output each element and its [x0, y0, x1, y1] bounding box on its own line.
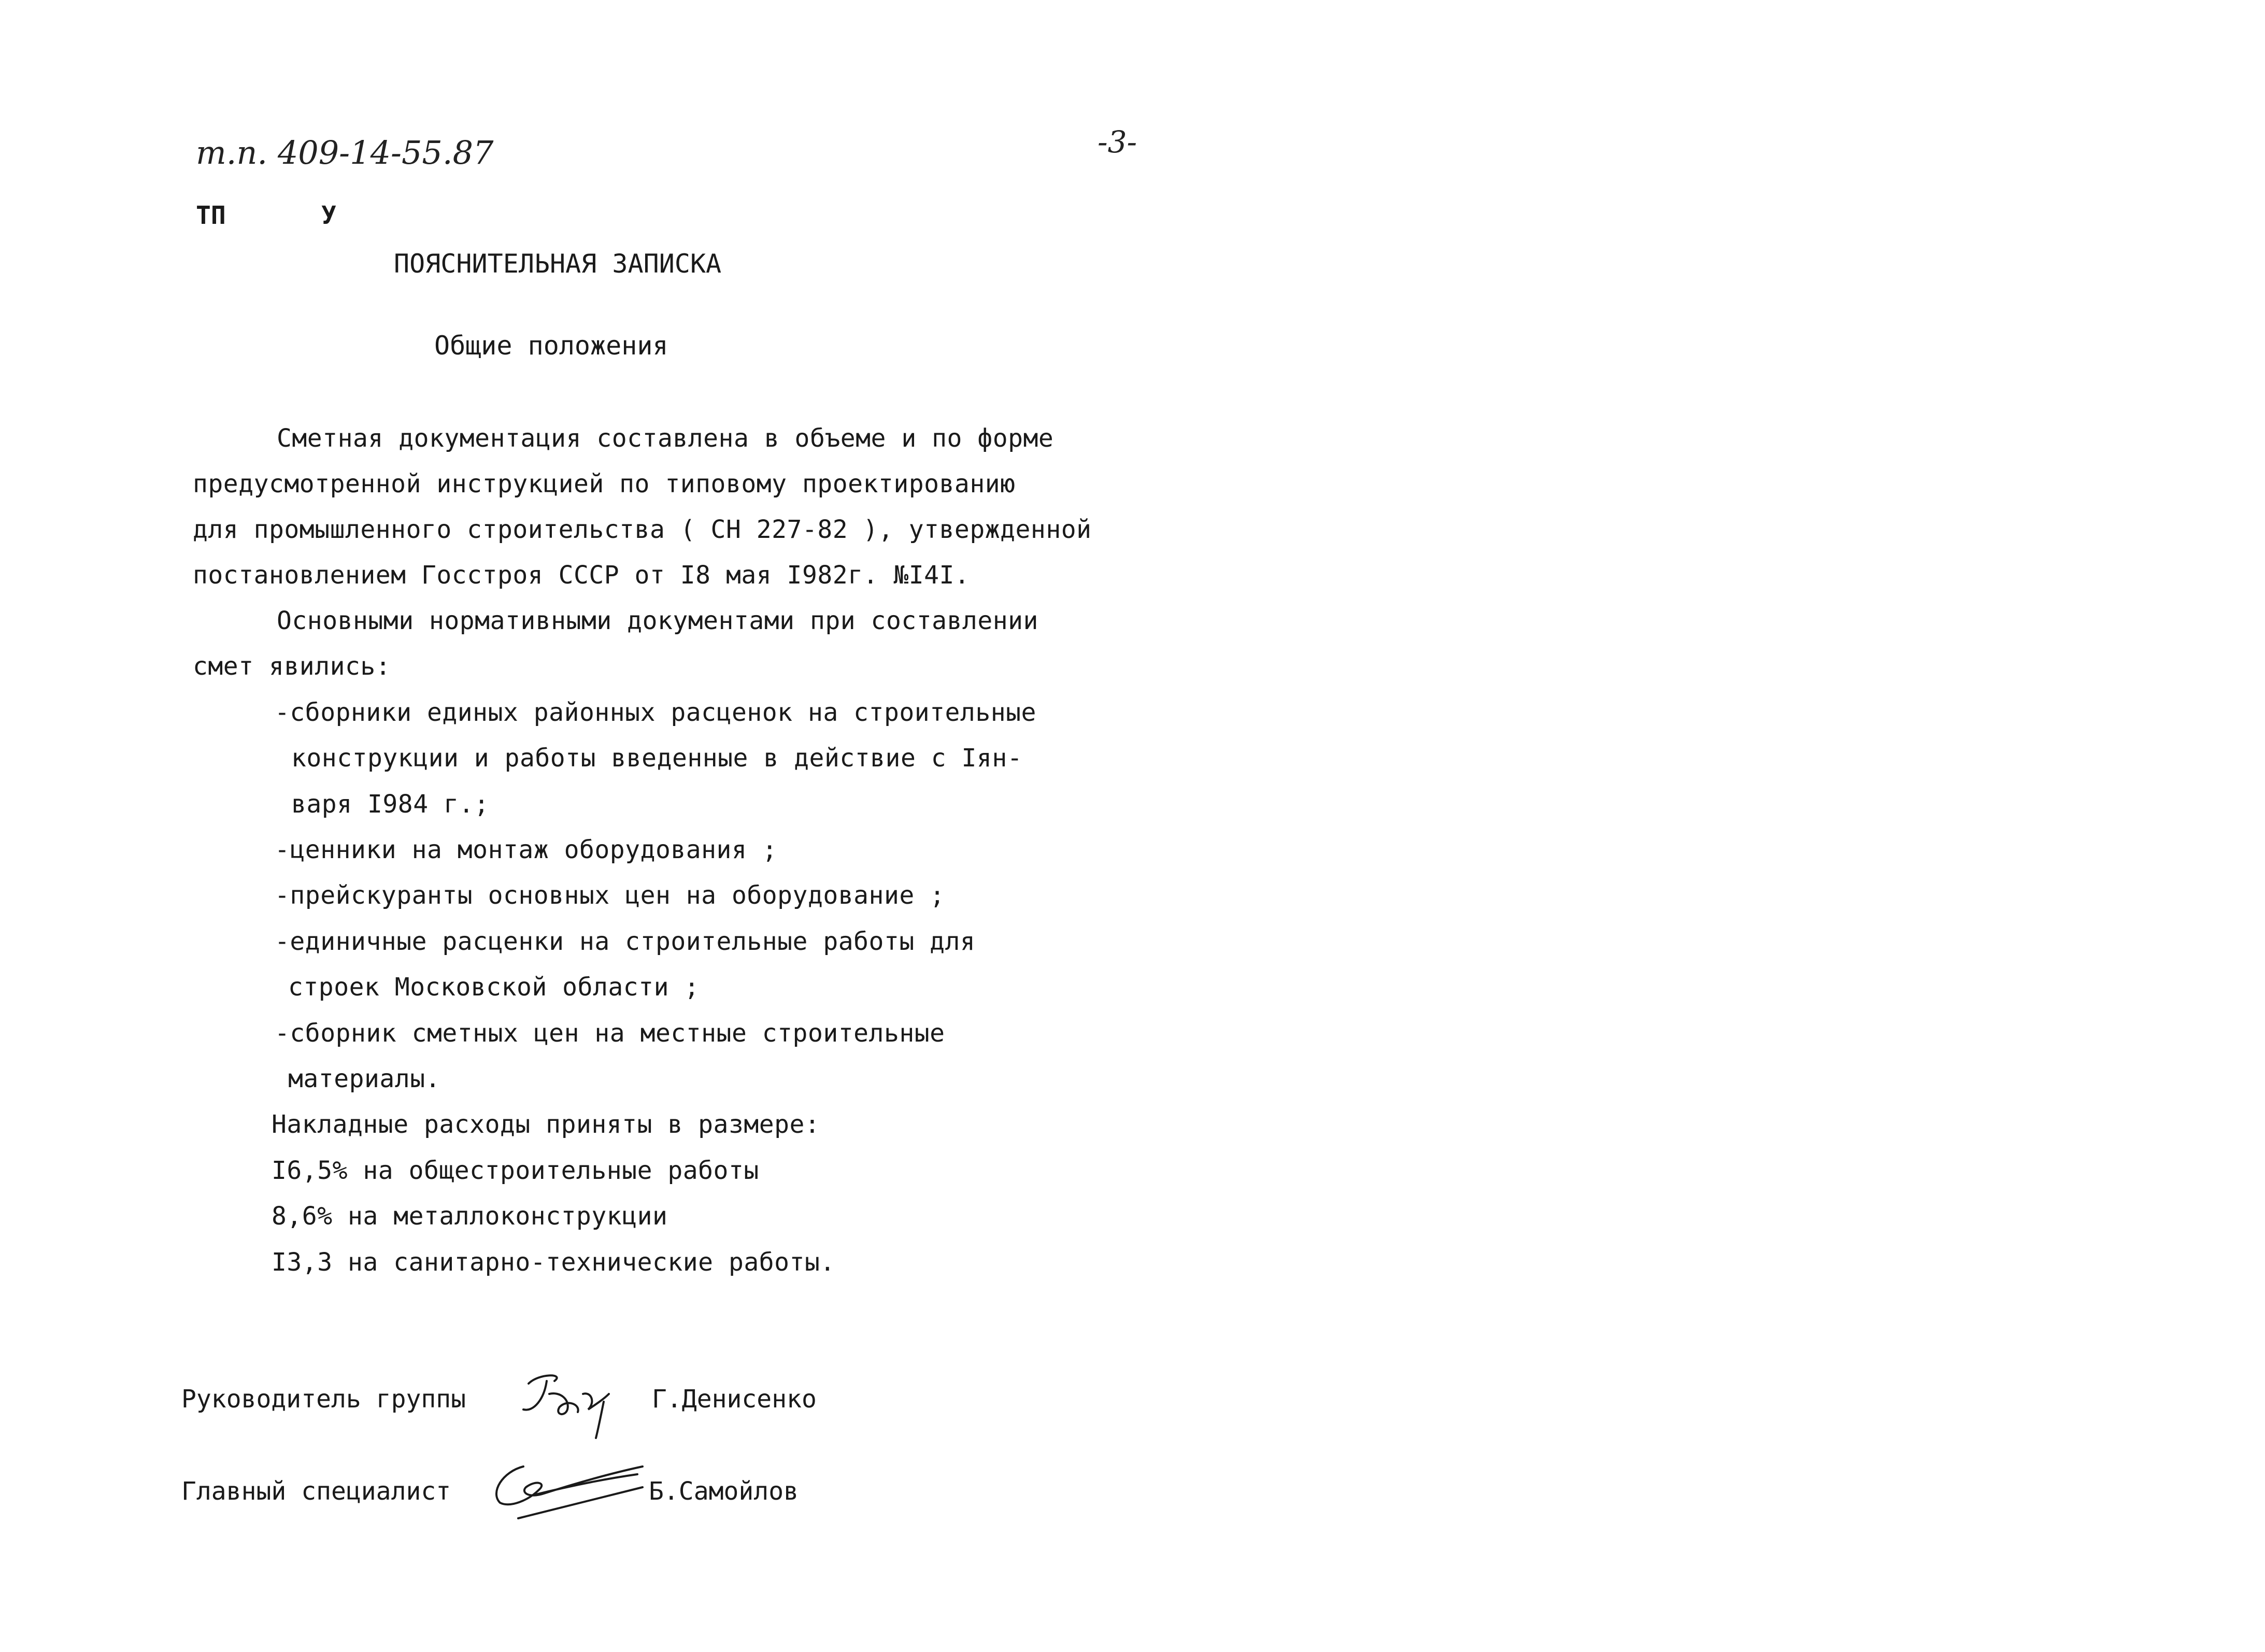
list-item: -ценники на монтаж оборудования ;	[275, 835, 778, 864]
handwritten-signature-1	[518, 1363, 632, 1446]
list-item: материалы.	[288, 1064, 440, 1093]
list-item: -сборник сметных цен на местные строительные	[275, 1019, 945, 1048]
page-number: -3-	[1098, 124, 1137, 160]
text-line: I6,5% на общестроительные работы	[272, 1156, 759, 1185]
list-item: варя I984 г.;	[291, 790, 490, 819]
list-item: -прейскуранты основных цен на оборудование ;	[275, 881, 945, 910]
tp-label: ТП	[196, 201, 226, 230]
text-line: 8,6% на металлоконструкции	[272, 1202, 668, 1231]
text-line: Накладные расходы приняты в размере:	[272, 1110, 820, 1139]
signature-role-2: Главный специалист	[181, 1477, 451, 1506]
signatory-name-2: Б.Самойлов	[649, 1477, 799, 1506]
text-line: Основными нормативными документами при составлении	[277, 606, 1038, 635]
text-line: для промышленного строительства ( СН 227-82 ), утвержденной	[193, 515, 1092, 544]
text-line: Сметная документация составлена в объеме и по форме	[277, 424, 1054, 453]
list-item: -единичные расценки на строительные работы для	[275, 927, 976, 956]
handwritten-signature-2	[487, 1451, 658, 1529]
list-item: строек Московской области ;	[288, 973, 700, 1002]
doc-code: т.п. 409-14-55.87	[196, 134, 494, 172]
text-line: предусмотренной инструкцией по типовому проектированию	[193, 469, 1016, 499]
text-line: смет явились:	[193, 652, 391, 681]
text-line: постановлением Госстроя СССР от I8 мая I982г. №I4I.	[193, 561, 970, 590]
u-label: У	[321, 201, 336, 230]
list-item: конструкции и работы введенные в действие с Iян-	[291, 744, 1023, 773]
page-title: ПОЯСНИТЕЛЬНАЯ ЗАПИСКА	[394, 249, 722, 279]
signatory-name-1: Г.Денисенко	[652, 1385, 817, 1414]
section-subtitle: Общие положения	[434, 331, 668, 361]
signature-role-1: Руководитель группы	[181, 1385, 466, 1414]
text-line: I3,3 на санитарно-технические работы.	[272, 1248, 835, 1277]
list-item: -сборники единых районных расценок на строительные	[275, 698, 1036, 727]
